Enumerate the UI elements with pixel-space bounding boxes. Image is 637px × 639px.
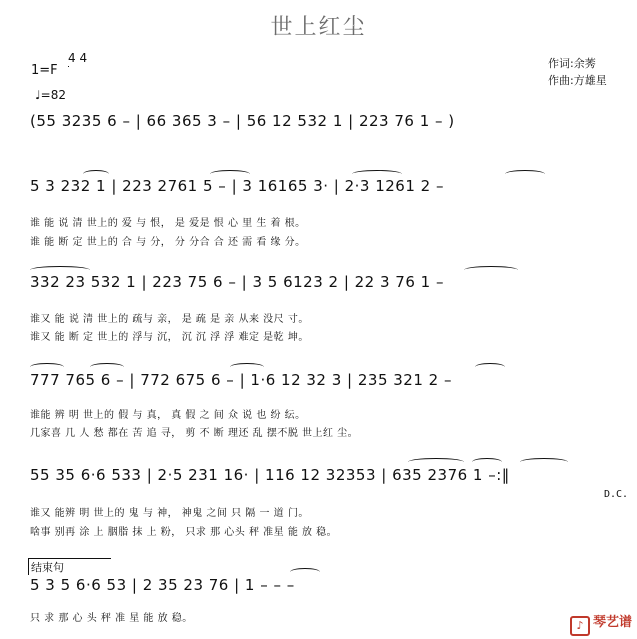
slur [30,363,64,371]
composer: 作曲:方雄星 [548,74,607,87]
system-1-notes: (55 3235 6 – | 66 365 3 – | 56 12 532 1 | 223 76 1 – ) [30,112,455,130]
system-5-lyric-2: 啥事 别再 涂 上 胭脂 抹 上 粉， 只求 那 心头 秤 准星 能 放 稳。 [30,527,338,538]
meter-top: 4 [68,51,76,65]
system-3-lyric-1: 谁又 能 说 清 世上的 疏与 亲， 是 疏 是 亲 从来 没尺 寸。 [30,314,309,325]
slur [30,266,90,274]
watermark-logo [570,611,632,636]
slur [290,568,320,576]
ending-label: 结束句 [28,558,111,575]
slur [505,170,545,178]
slur [352,170,402,178]
lyricist: 作词:余莠 [548,57,596,70]
watermark-text: 琴艺谱 [593,615,633,630]
slur [210,170,250,178]
system-6-lyric-1: 只 求 那 心 头 秤 准 星 能 放 稳。 [30,613,193,624]
system-4-notes: 777 765 6 – | 772 675 6 – | 1·6 12 32 3 | 235 321 2 – [30,371,452,389]
credits [548,55,607,89]
system-2-notes: 5 3 232 1 | 223 2761 5 – | 3 16165 3· | 2·3 1261 2 – [30,177,444,195]
logo-icon: ♪ [570,616,590,636]
system-5-notes: 55 35 6·6 533 | 2·5 231 16· | 116 12 32353 | 635 2376 1 –:‖ [30,466,510,484]
song-title: 世上红尘 [270,15,367,40]
tempo-marking: ♩=82 [35,88,66,102]
slur [475,363,505,371]
key-signature: 1=F [31,63,58,78]
system-2-lyric-2: 谁 能 断 定 世上的 合 与 分， 分 分合 合 还 需 看 缘 分。 [30,237,306,248]
slur [520,458,568,466]
system-6-notes: 5 3 5 6·6 53 | 2 35 23 76 | 1 – – – [30,576,295,594]
slur [83,170,109,178]
slur [90,363,124,371]
system-5-lyric-1: 谁又 能辨 明 世上的 鬼 与 神， 神鬼 之间 只 隔 一 道 门。 [30,508,309,519]
meter-bottom: 4 [79,51,88,65]
system-3-notes: 332 23 532 1 | 223 75 6 – | 3 5 6123 2 | 22 3 76 1 – [30,273,444,291]
slur [408,458,464,466]
system-3-lyric-2: 谁又 能 断 定 世上的 浮与 沉， 沉 沉 浮 浮 难定 是乾 坤。 [30,332,309,343]
system-4-lyric-2: 几家喜 几 人 愁 都在 苦 追 寻， 剪 不 断 理还 乱 摆不脱 世上红 尘。 [30,428,359,439]
slur [230,363,264,371]
time-signature [68,51,88,65]
system-2-lyric-1: 谁 能 说 清 世上的 爱 与 恨， 是 爱是 恨 心 里 生 着 根。 [30,218,306,229]
slur [464,266,518,274]
system-4-lyric-1: 谁能 辨 明 世上的 假 与 真， 真 假 之 间 众 说 也 纷 纭。 [30,410,306,421]
slur [472,458,502,466]
da-capo: D.C. [604,489,629,500]
